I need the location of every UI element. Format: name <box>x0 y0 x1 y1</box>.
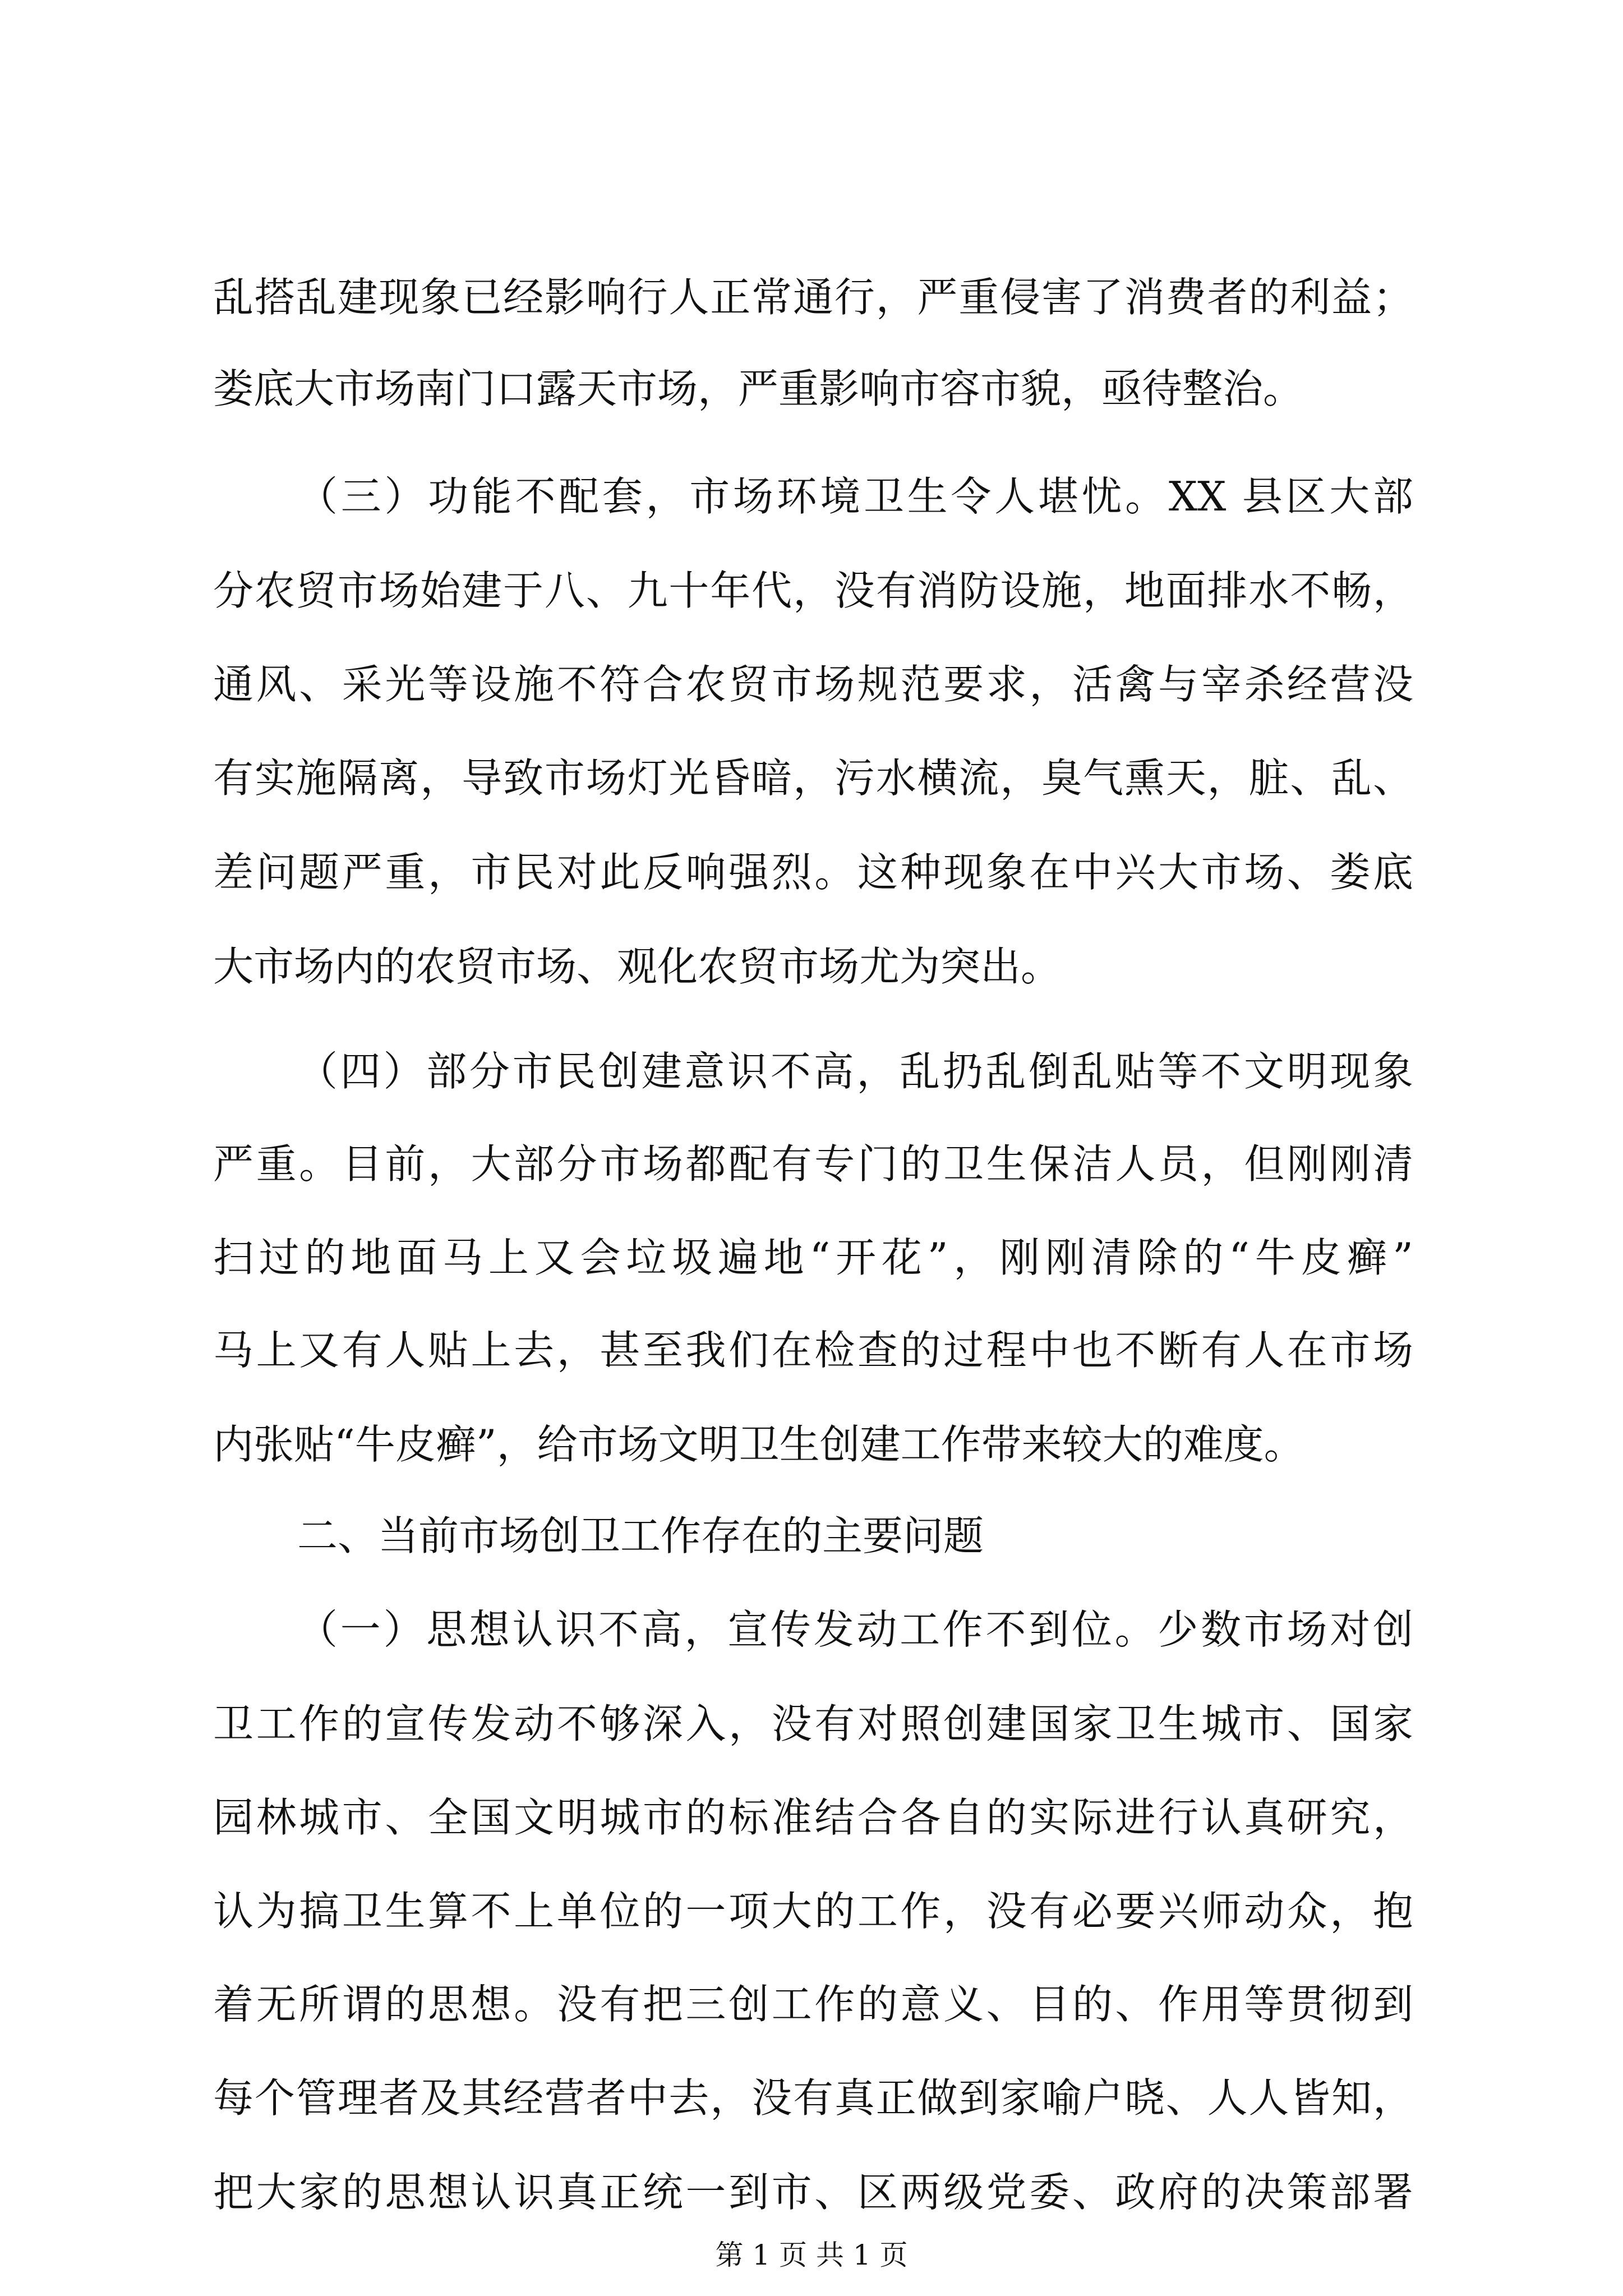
body-text-line: 通风、采光等设施不符合农贸市场规范要求，活禽与宰杀经营没 <box>213 661 1413 708</box>
body-text-line: 内张贴“牛皮癣”，给市场文明卫生创建工作带来较大的难度。 <box>213 1421 1304 1468</box>
body-text-line: 认为搞卫生算不上单位的一项大的工作，没有必要兴师动众，抱 <box>213 1888 1413 1935</box>
paragraph-first-line: （三）功能不配套，市场环境卫生令人堪忧。XX 县区大部 <box>297 473 1413 520</box>
body-text-line: 把大家的思想认识真正统一到市、区两级党委、政府的决策部署 <box>213 2169 1413 2216</box>
body-text-line: 有实施隔离，导致市场灯光昏暗，污水横流，臭气熏天，脏、乱、 <box>213 754 1413 802</box>
paragraph-first-line: （四）部分市民创建意识不高，乱扔乱倒乱贴等不文明现象 <box>297 1048 1413 1095</box>
body-text-line: 每个管理者及其经营者中去，没有真正做到家喻户晓、人人皆知， <box>213 2074 1413 2122</box>
body-text-line: 娄底大市场南门口露天市场，严重影响市容市貌，亟待整治。 <box>213 365 1304 412</box>
body-text-line: 乱搭乱建现象已经影响行人正常通行，严重侵害了消费者的利益； <box>213 274 1413 321</box>
body-text-line: 分农贸市场始建于八、九十年代，没有消防设施，地面排水不畅， <box>213 567 1413 614</box>
body-text-line: 扫过的地面马上又会垃圾遍地“开花”，刚刚清除的“牛皮癣” <box>213 1234 1413 1281</box>
body-text-line: 马上又有人贴上去，甚至我们在检查的过程中也不断有人在市场 <box>213 1327 1413 1374</box>
paragraph-first-line: （一）思想认识不高，宣传发动工作不到位。少数市场对创 <box>297 1606 1413 1653</box>
body-text-line: 卫工作的宣传发动不够深入，没有对照创建国家卫生城市、国家 <box>213 1700 1413 1747</box>
body-text-line: 大市场内的农贸市场、观化农贸市场尤为突出。 <box>213 943 1062 990</box>
page-number-footer: 第 1 页 共 1 页 <box>715 2239 908 2271</box>
body-text-line: 差问题严重，市民对此反响强烈。这种现象在中兴大市场、娄底 <box>213 849 1413 896</box>
body-text-line: 严重。目前，大部分市场都配有专门的卫生保洁人员，但刚刚清 <box>213 1140 1413 1188</box>
body-text-line: 着无所谓的思想。没有把三创工作的意义、目的、作用等贯彻到 <box>213 1981 1413 2028</box>
section-heading: 二、当前市场创卫工作存在的主要问题 <box>297 1512 984 1559</box>
body-text-line: 园林城市、全国文明城市的标准结合各自的实际进行认真研究， <box>213 1794 1413 1841</box>
